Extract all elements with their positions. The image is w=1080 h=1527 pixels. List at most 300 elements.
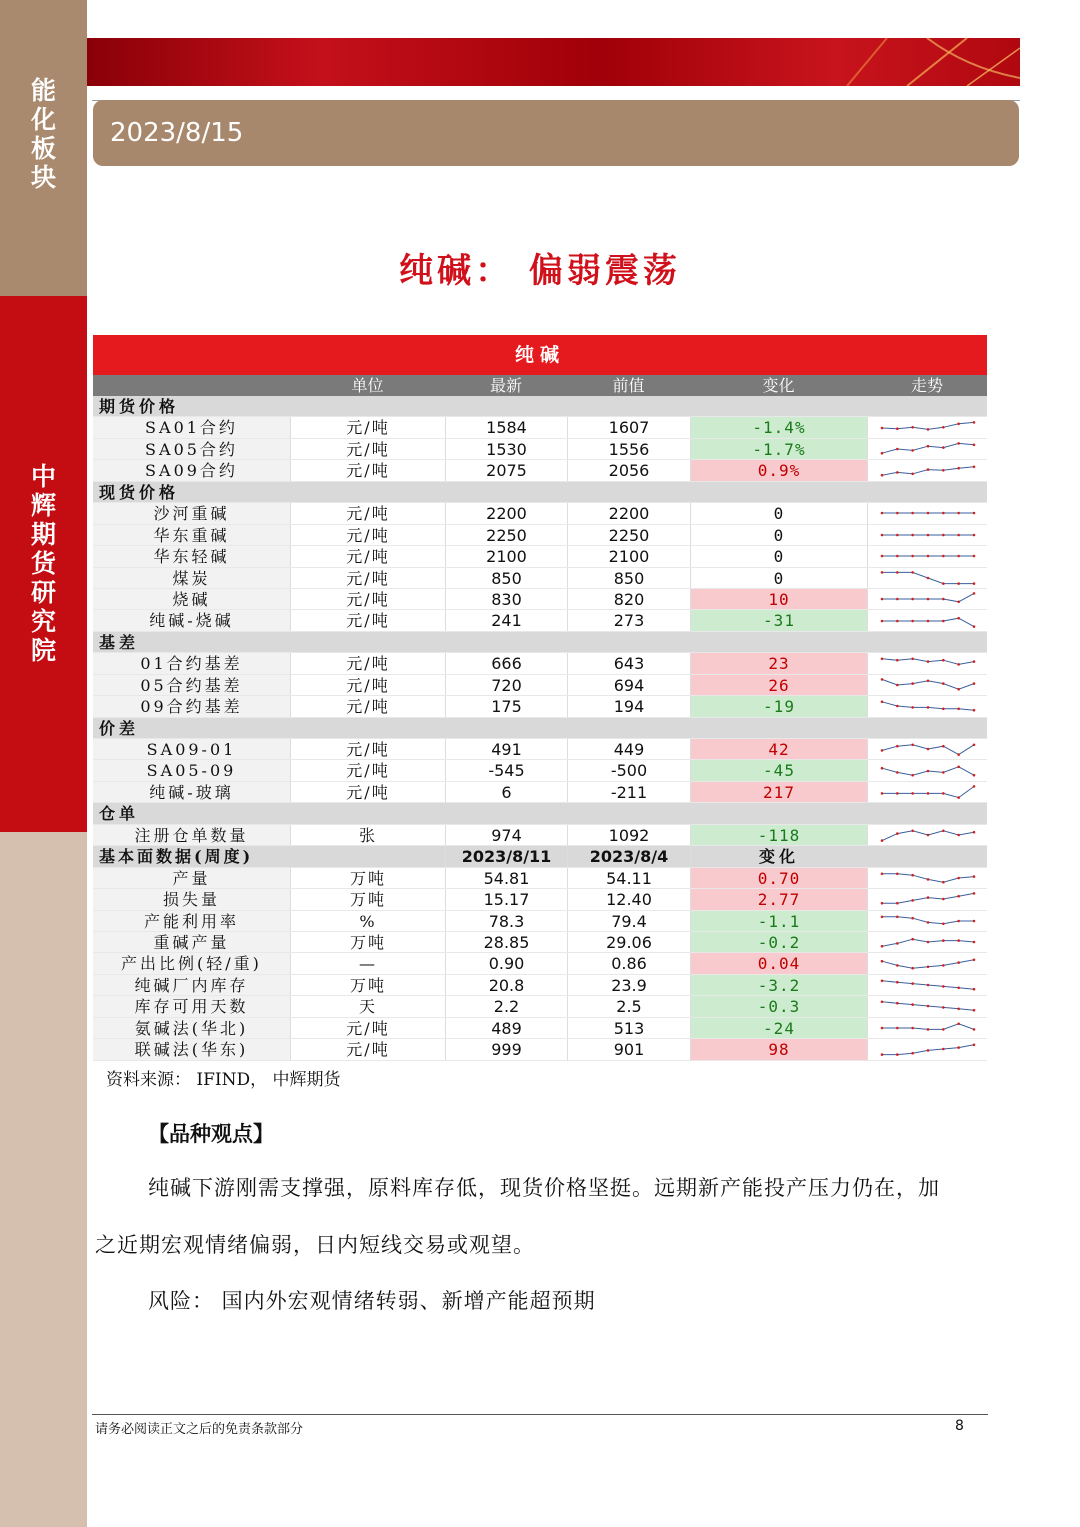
table-row — [93, 525, 987, 546]
row-trend — [867, 439, 987, 459]
sparkline-point — [926, 1005, 929, 1008]
row-name: SA09合约 — [93, 460, 290, 480]
sparkline-point — [896, 964, 899, 967]
row-latest: 999 — [445, 1039, 567, 1059]
sidebar-char: 化 — [30, 105, 56, 134]
sparkline-point — [911, 426, 914, 429]
row-unit: 元/吨 — [290, 1018, 445, 1038]
sparkline-point — [911, 598, 914, 601]
row-latest: 175 — [445, 696, 567, 716]
row-name: SA09-01 — [93, 739, 290, 759]
sparkline-point — [957, 895, 960, 898]
sparkline-point — [911, 917, 914, 920]
sparkline-point — [972, 661, 975, 664]
sparkline-point — [972, 875, 975, 878]
sparkline-point — [957, 616, 960, 619]
sparkline-point — [972, 1009, 975, 1012]
sparkline-line — [882, 443, 974, 453]
sparkline-point — [942, 898, 945, 901]
row-prev: 12.40 — [567, 889, 690, 909]
row-latest: 6 — [445, 782, 567, 802]
sparkline-point — [926, 661, 929, 664]
sparkline-point — [880, 426, 883, 429]
table-row — [93, 546, 987, 567]
row-trend — [867, 546, 987, 566]
section-row — [93, 482, 987, 503]
row-trend — [867, 525, 987, 545]
sparkline-line — [882, 874, 974, 882]
sparkline-point — [911, 658, 914, 661]
row-prev: 79.4 — [567, 911, 690, 931]
sparkline-point — [926, 1049, 929, 1052]
row-trend — [867, 503, 987, 523]
sparkline-point — [972, 774, 975, 777]
row-change: 10 — [690, 589, 867, 609]
sparkline-point — [957, 442, 960, 445]
sparkline-point — [926, 598, 929, 601]
row-trend — [867, 932, 987, 952]
row-prev: 694 — [567, 675, 690, 695]
row-trend — [867, 610, 987, 630]
trend-sparkline — [878, 504, 978, 522]
row-unit: 元/吨 — [290, 610, 445, 630]
sparkline-point — [942, 1028, 945, 1031]
trend-sparkline — [878, 697, 978, 715]
sidebar-char: 中 — [30, 462, 56, 491]
section-row — [93, 396, 987, 417]
sparkline-point — [926, 984, 929, 987]
row-latest: -545 — [445, 760, 567, 780]
trend-sparkline — [878, 676, 978, 694]
row-change: -1.7% — [690, 439, 867, 459]
row-change: -31 — [690, 610, 867, 630]
row-prev: 513 — [567, 1018, 690, 1038]
row-prev: 2056 — [567, 460, 690, 480]
sparkline-point — [880, 473, 883, 476]
sparkline-point — [972, 512, 975, 515]
table-row — [93, 610, 987, 631]
table-row — [93, 760, 987, 781]
sidebar-mid-block — [0, 296, 87, 832]
table-row — [93, 439, 987, 460]
sparkline-point — [880, 767, 883, 770]
sidebar-char: 究 — [30, 607, 56, 636]
row-unit: 元/吨 — [290, 1039, 445, 1059]
sparkline-point — [911, 449, 914, 452]
page-number: 8 — [955, 1418, 964, 1434]
sparkline-point — [896, 942, 899, 945]
row-name: 05合约基差 — [93, 675, 290, 695]
trend-sparkline — [878, 762, 978, 780]
sidebar-mid-label — [0, 462, 87, 665]
row-prev: -500 — [567, 760, 690, 780]
sparkline-point — [942, 469, 945, 472]
row-latest: 54.81 — [445, 868, 567, 888]
row-trend — [867, 889, 987, 909]
sparkline-point — [880, 839, 883, 842]
sparkline-point — [911, 555, 914, 558]
row-prev: 194 — [567, 696, 690, 716]
sparkline-point — [880, 452, 883, 455]
section-name: 基本面数据(周度) — [99, 847, 254, 867]
sparkline-point — [942, 555, 945, 558]
row-change: -45 — [690, 760, 867, 780]
row-prev: 54.11 — [567, 868, 690, 888]
sparkline-point — [942, 446, 945, 449]
sparkline-point — [911, 1052, 914, 1055]
sparkline-point — [972, 785, 975, 788]
sparkline-point — [896, 684, 899, 687]
row-prev: 1556 — [567, 439, 690, 459]
col-change: 变化 — [690, 846, 867, 866]
table-row — [93, 675, 987, 696]
sparkline-point — [896, 534, 899, 537]
row-change: 0.04 — [690, 953, 867, 973]
sparkline-point — [957, 601, 960, 604]
column-header: 最新 — [489, 376, 522, 395]
sparkline-point — [926, 941, 929, 944]
row-prev: 1092 — [567, 825, 690, 845]
row-change: 0.9% — [690, 460, 867, 480]
sparkline-point — [942, 964, 945, 967]
table-row — [93, 782, 987, 803]
sparkline-point — [942, 582, 945, 585]
sparkline-point — [942, 598, 945, 601]
sparkline-point — [942, 1048, 945, 1051]
sparkline-line — [882, 702, 974, 710]
sparkline-point — [880, 534, 883, 537]
table-row — [93, 996, 987, 1017]
sparkline-point — [896, 448, 899, 451]
row-unit: 元/吨 — [290, 503, 445, 523]
col-prev-date: 2023/8/4 — [567, 846, 690, 866]
banner-decoration — [87, 38, 1020, 86]
sparkline-point — [942, 881, 945, 884]
sparkline-point — [896, 832, 899, 835]
column-header: 变化 — [762, 376, 795, 395]
col-latest-date: 2023/8/11 — [445, 846, 567, 866]
row-name: SA05合约 — [93, 439, 290, 459]
row-unit: 元/吨 — [290, 696, 445, 716]
header-banner — [87, 38, 1020, 86]
row-change: 0.70 — [690, 868, 867, 888]
row-change: 2.77 — [690, 889, 867, 909]
sparkline-point — [972, 892, 975, 895]
table-row — [93, 825, 987, 846]
trend-sparkline — [878, 890, 978, 908]
sidebar — [0, 0, 87, 1527]
sparkline-point — [911, 619, 914, 622]
row-change: -118 — [690, 825, 867, 845]
sparkline-point — [972, 958, 975, 961]
trend-sparkline — [878, 462, 978, 480]
sparkline-point — [896, 902, 899, 905]
row-latest: 974 — [445, 825, 567, 845]
row-unit: 元/吨 — [290, 782, 445, 802]
sparkline-point — [942, 939, 945, 942]
row-latest: 2.2 — [445, 996, 567, 1016]
sparkline-point — [911, 938, 914, 941]
sparkline-point — [880, 1001, 883, 1004]
sparkline-point — [926, 965, 929, 968]
sparkline-point — [972, 988, 975, 991]
trend-sparkline — [878, 1040, 978, 1058]
section-name: 基差 — [99, 632, 140, 652]
sparkline-point — [972, 744, 975, 747]
row-unit: 元/吨 — [290, 653, 445, 673]
row-unit: 元/吨 — [290, 546, 445, 566]
row-trend — [867, 653, 987, 673]
sparkline-point — [896, 619, 899, 622]
sparkline-point — [896, 571, 899, 574]
row-latest: 666 — [445, 653, 567, 673]
sparkline-point — [896, 792, 899, 795]
row-trend — [867, 460, 987, 480]
row-trend — [867, 696, 987, 716]
row-name: 联碱法(华东) — [93, 1039, 290, 1059]
row-unit: 元/吨 — [290, 417, 445, 437]
trend-sparkline — [878, 440, 978, 458]
row-latest: 241 — [445, 610, 567, 630]
sparkline-point — [896, 427, 899, 430]
section-heading: 【品种观点】 — [148, 1121, 274, 1146]
sparkline-point — [911, 829, 914, 832]
column-header — [93, 375, 290, 396]
trend-sparkline — [878, 976, 978, 994]
sparkline-point — [972, 1044, 975, 1047]
trend-sparkline — [878, 419, 978, 437]
row-latest: 2075 — [445, 460, 567, 480]
row-prev: 2200 — [567, 503, 690, 523]
sparkline-point — [911, 899, 914, 902]
sparkline-point — [926, 878, 929, 881]
sparkline-point — [911, 706, 914, 709]
sparkline-point — [926, 897, 929, 900]
section-row-fundamental — [93, 846, 987, 867]
row-trend — [867, 953, 987, 973]
sparkline-point — [896, 1027, 899, 1030]
sparkline-point — [957, 834, 960, 837]
row-prev: 449 — [567, 739, 690, 759]
section-row — [93, 803, 987, 824]
table-row — [93, 653, 987, 674]
row-unit: 元/吨 — [290, 568, 445, 588]
sparkline-point — [896, 598, 899, 601]
footer-disclaimer: 请务必阅读正文之后的免责条款部分 — [95, 1422, 304, 1437]
trend-sparkline — [878, 783, 978, 801]
row-latest: 28.85 — [445, 932, 567, 952]
sparkline-point — [926, 792, 929, 795]
row-unit: 万吨 — [290, 868, 445, 888]
table-row — [93, 696, 987, 717]
sparkline-point — [942, 426, 945, 429]
footer-rule — [92, 1414, 988, 1415]
sparkline-point — [972, 625, 975, 628]
sparkline-point — [880, 749, 883, 752]
row-trend — [867, 996, 987, 1016]
sparkline-point — [896, 915, 899, 918]
row-unit: 元/吨 — [290, 675, 445, 695]
row-name: 产量 — [93, 868, 290, 888]
sparkline-point — [926, 1028, 929, 1031]
row-name: 烧碱 — [93, 589, 290, 609]
row-change: 217 — [690, 782, 867, 802]
row-trend — [867, 568, 987, 588]
sparkline-point — [972, 421, 975, 424]
row-prev: 2250 — [567, 525, 690, 545]
sparkline-point — [911, 512, 914, 515]
sparkline-point — [957, 765, 960, 768]
sparkline-point — [942, 1007, 945, 1010]
sparkline-point — [896, 745, 899, 748]
sidebar-char: 辉 — [30, 491, 56, 520]
sparkline-point — [896, 471, 899, 474]
sparkline-point — [942, 985, 945, 988]
sparkline-point — [911, 744, 914, 747]
sparkline-point — [926, 534, 929, 537]
table-row — [93, 1039, 987, 1060]
row-prev: 850 — [567, 568, 690, 588]
sparkline-point — [880, 598, 883, 601]
row-latest: 0.90 — [445, 953, 567, 973]
sidebar-char: 货 — [30, 549, 56, 578]
trend-sparkline — [878, 612, 978, 630]
sparkline-point — [926, 834, 929, 837]
table-body — [93, 396, 987, 1061]
row-trend — [867, 589, 987, 609]
sparkline-point — [896, 659, 899, 662]
sparkline-point — [911, 774, 914, 777]
row-latest: 850 — [445, 568, 567, 588]
sparkline-point — [926, 555, 929, 558]
row-trend — [867, 825, 987, 845]
row-prev: 29.06 — [567, 932, 690, 952]
sparkline-point — [972, 444, 975, 447]
sparkline-point — [972, 709, 975, 712]
table-row — [93, 911, 987, 932]
row-unit: 元/吨 — [290, 460, 445, 480]
row-prev: 0.86 — [567, 953, 690, 973]
row-unit: 天 — [290, 996, 445, 1016]
sparkline-point — [957, 961, 960, 964]
trend-sparkline — [878, 740, 978, 758]
row-unit: 张 — [290, 825, 445, 845]
sparkline-point — [926, 679, 929, 682]
sparkline-point — [880, 902, 883, 905]
row-trend — [867, 911, 987, 931]
page-title: 纯碱： 偏弱震荡 — [399, 251, 681, 291]
table-row — [93, 460, 987, 481]
row-trend — [867, 975, 987, 995]
row-latest: 78.3 — [445, 911, 567, 931]
table-row — [93, 589, 987, 610]
row-latest: 2250 — [445, 525, 567, 545]
sparkline-point — [911, 1027, 914, 1030]
sparkline-point — [926, 428, 929, 431]
row-change: -3.2 — [690, 975, 867, 995]
row-change: 98 — [690, 1039, 867, 1059]
sparkline-point — [880, 1054, 883, 1057]
row-unit: 万吨 — [290, 975, 445, 995]
row-name: 纯碱-玻璃 — [93, 782, 290, 802]
sparkline-point — [942, 829, 945, 832]
sidebar-char: 期 — [30, 520, 56, 549]
sparkline-point — [880, 619, 883, 622]
sparkline-point — [957, 466, 960, 469]
row-change: 26 — [690, 675, 867, 695]
sparkline-point — [926, 769, 929, 772]
trend-sparkline — [878, 933, 978, 951]
trend-sparkline — [878, 1019, 978, 1037]
row-name: 产能利用率 — [93, 911, 290, 931]
row-trend — [867, 675, 987, 695]
trend-sparkline — [878, 654, 978, 672]
paragraph-line-2: 之近期宏观情绪偏弱，日内短线交易或观望。 — [95, 1233, 535, 1257]
row-trend — [867, 868, 987, 888]
trend-sparkline — [878, 526, 978, 544]
row-trend — [867, 760, 987, 780]
sparkline-point — [957, 877, 960, 880]
row-unit: 元/吨 — [290, 739, 445, 759]
row-name: 产出比例(轻/重) — [93, 953, 290, 973]
sparkline-point — [926, 706, 929, 709]
trend-sparkline — [878, 955, 978, 973]
row-name: 纯碱-烧碱 — [93, 610, 290, 630]
sparkline-point — [957, 1022, 960, 1025]
sparkline-point — [911, 571, 914, 574]
row-latest: 2200 — [445, 503, 567, 523]
column-header: 前值 — [612, 376, 645, 395]
sparkline-point — [942, 771, 945, 774]
row-trend — [867, 1039, 987, 1059]
section-row — [93, 632, 987, 653]
sparkline-point — [942, 659, 945, 662]
sidebar-char: 板 — [30, 134, 56, 163]
sparkline-point — [957, 555, 960, 558]
sidebar-char: 能 — [30, 76, 56, 105]
row-prev: 273 — [567, 610, 690, 630]
table-row — [93, 417, 987, 438]
row-trend — [867, 417, 987, 437]
sparkline-point — [911, 982, 914, 985]
row-latest: 489 — [445, 1018, 567, 1038]
row-latest: 15.17 — [445, 889, 567, 909]
sparkline-point — [911, 874, 914, 877]
row-latest: 720 — [445, 675, 567, 695]
row-change: -1.1 — [690, 911, 867, 931]
sparkline-point — [926, 921, 929, 924]
sparkline-point — [957, 939, 960, 942]
risk-paragraph: 风险： 国内外宏观情绪转弱、新增产能超预期 — [148, 1289, 596, 1313]
section-row — [93, 718, 987, 739]
table-row — [93, 975, 987, 996]
sparkline-point — [957, 534, 960, 537]
row-change: -19 — [690, 696, 867, 716]
sparkline-point — [911, 682, 914, 685]
trend-sparkline — [878, 547, 978, 565]
sparkline-point — [896, 1054, 899, 1057]
row-prev: 2100 — [567, 546, 690, 566]
sparkline-point — [926, 576, 929, 579]
row-change: 0 — [690, 525, 867, 545]
sparkline-point — [896, 512, 899, 515]
trend-sparkline — [878, 590, 978, 608]
row-prev: 23.9 — [567, 975, 690, 995]
sparkline-point — [926, 468, 929, 471]
sparkline-point — [957, 1008, 960, 1011]
sparkline-point — [926, 619, 929, 622]
table-row — [93, 1018, 987, 1039]
